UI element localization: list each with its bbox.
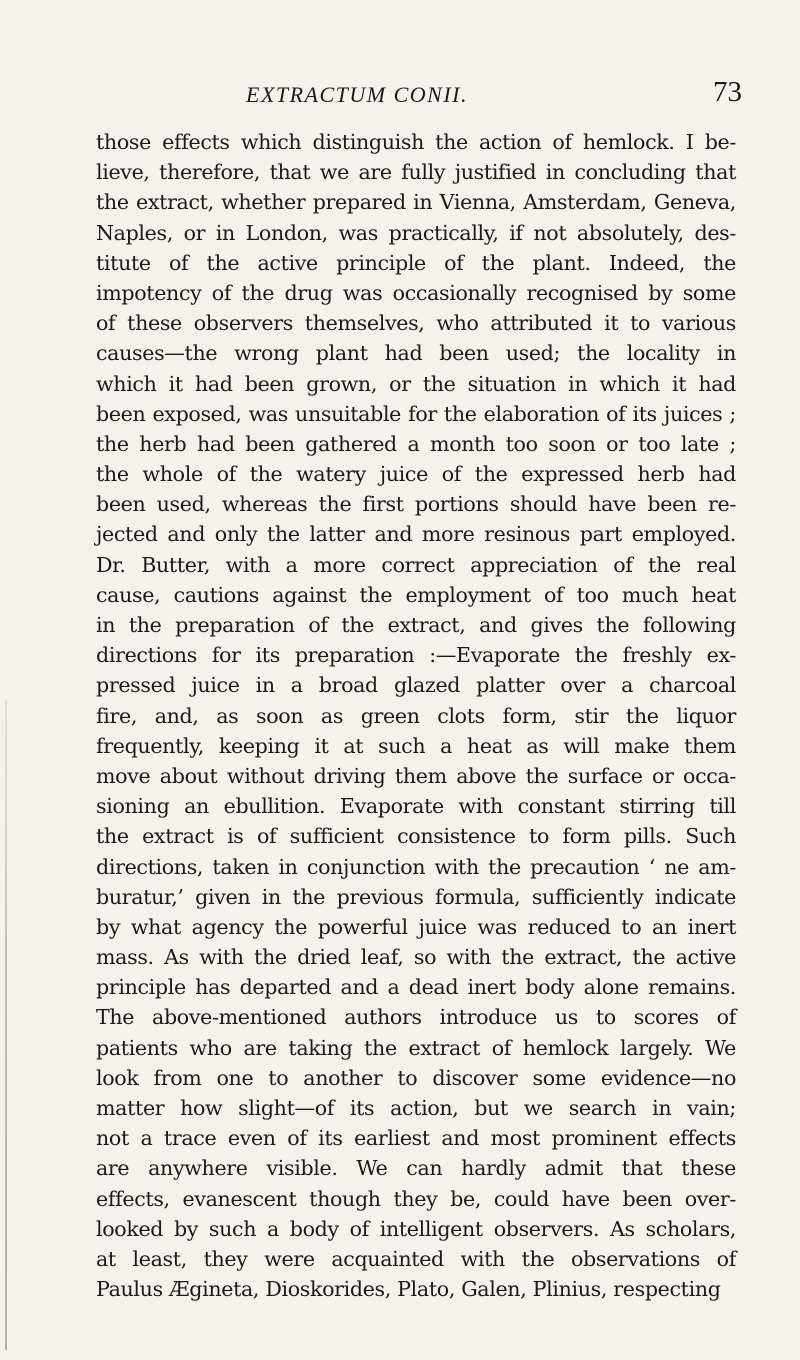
text-line: not a trace even of its earliest and most prominent effects: [96, 1126, 736, 1151]
text-line: buratur,’ given in the previous formula, sufficiently indicate: [96, 884, 736, 909]
text-line: lieve, therefore, that we are fully justified in concluding that: [96, 160, 736, 185]
text-line: sioning an ebullition. Evaporate with constant stirring till: [96, 794, 736, 819]
text-line: the extract, whether prepared in Vienna, Amsterdam, Geneva,: [96, 190, 736, 215]
text-line: pressed juice in a broad glazed platter over a charcoal: [96, 673, 736, 698]
text-line: of these observers themselves, who attributed it to various: [96, 311, 736, 336]
text-line: looked by such a body of intelligent observers. As scholars,: [96, 1216, 736, 1241]
text-line: effects, evanescent though they be, could have been over-: [96, 1186, 736, 1211]
text-line: The above-mentioned authors introduce us to scores of: [96, 1005, 736, 1030]
text-line: the extract is of sufficient consistence to form pills. Such: [96, 824, 736, 849]
text-line: at least, they were acquainted with the observations of: [96, 1246, 736, 1271]
text-line: the herb had been gathered a month too soon or too late ;: [96, 431, 736, 456]
page-number: 73: [713, 76, 742, 108]
text-line: patients who are taking the extract of hemlock largely. We: [96, 1035, 736, 1060]
text-line: move about without driving them above the surface or occa-: [96, 763, 736, 788]
text-line: fire, and, as soon as green clots form, stir the liquor: [96, 703, 736, 728]
text-line: look from one to another to discover some evidence—no: [96, 1065, 736, 1090]
page-edge-shadow: [5, 700, 7, 1350]
text-line: impotency of the drug was occasionally recognised by some: [96, 280, 736, 305]
text-line: causes—the wrong plant had been used; the locality in: [96, 341, 736, 366]
text-line: frequently, keeping it at such a heat as will make them: [96, 733, 736, 758]
text-line: Dr. Butter, with a more correct appreciation of the real: [96, 552, 736, 577]
text-line: by what agency the powerful juice was reduced to an inert: [96, 914, 736, 939]
text-line: principle has departed and a dead inert body alone remains.: [96, 975, 736, 1000]
text-line: Naples, or in London, was practically, if not absolutely, des-: [96, 220, 736, 245]
running-head: [0, 78, 800, 110]
text-line: which it had been grown, or the situation in which it had: [96, 371, 736, 396]
running-title: EXTRACTUM CONII.: [246, 82, 468, 107]
text-line: directions for its preparation :—Evaporate the freshly ex-: [96, 643, 736, 668]
text-line: Paulus Ægineta, Dioskorides, Plato, Galen, Plinius, respecting: [96, 1277, 721, 1302]
text-line: cause, cautions against the employment of too much heat: [96, 582, 736, 607]
text-line: in the preparation of the extract, and gives the following: [96, 613, 736, 637]
body-text: [96, 127, 736, 1304]
text-line: are anywhere visible. We can hardly admit that these: [96, 1156, 736, 1181]
text-line: been exposed, was unsuitable for the elaboration of its juices ;: [96, 401, 736, 426]
text-line: the whole of the watery juice of the expressed herb had: [96, 462, 736, 487]
text-line: jected and only the latter and more resinous part employed.: [96, 522, 736, 547]
text-line: those effects which distinguish the action of hemlock. I be-: [96, 130, 736, 154]
text-line: titute of the active principle of the plant. Indeed, the: [96, 250, 736, 275]
text-line: mass. As with the dried leaf, so with the extract, the active: [96, 945, 736, 970]
text-line: matter how slight—of its action, but we search in vain;: [96, 1096, 736, 1120]
text-line: been used, whereas the first portions should have been re-: [96, 492, 736, 517]
text-line: directions, taken in conjunction with the precaution ‘ ne am-: [96, 854, 736, 879]
